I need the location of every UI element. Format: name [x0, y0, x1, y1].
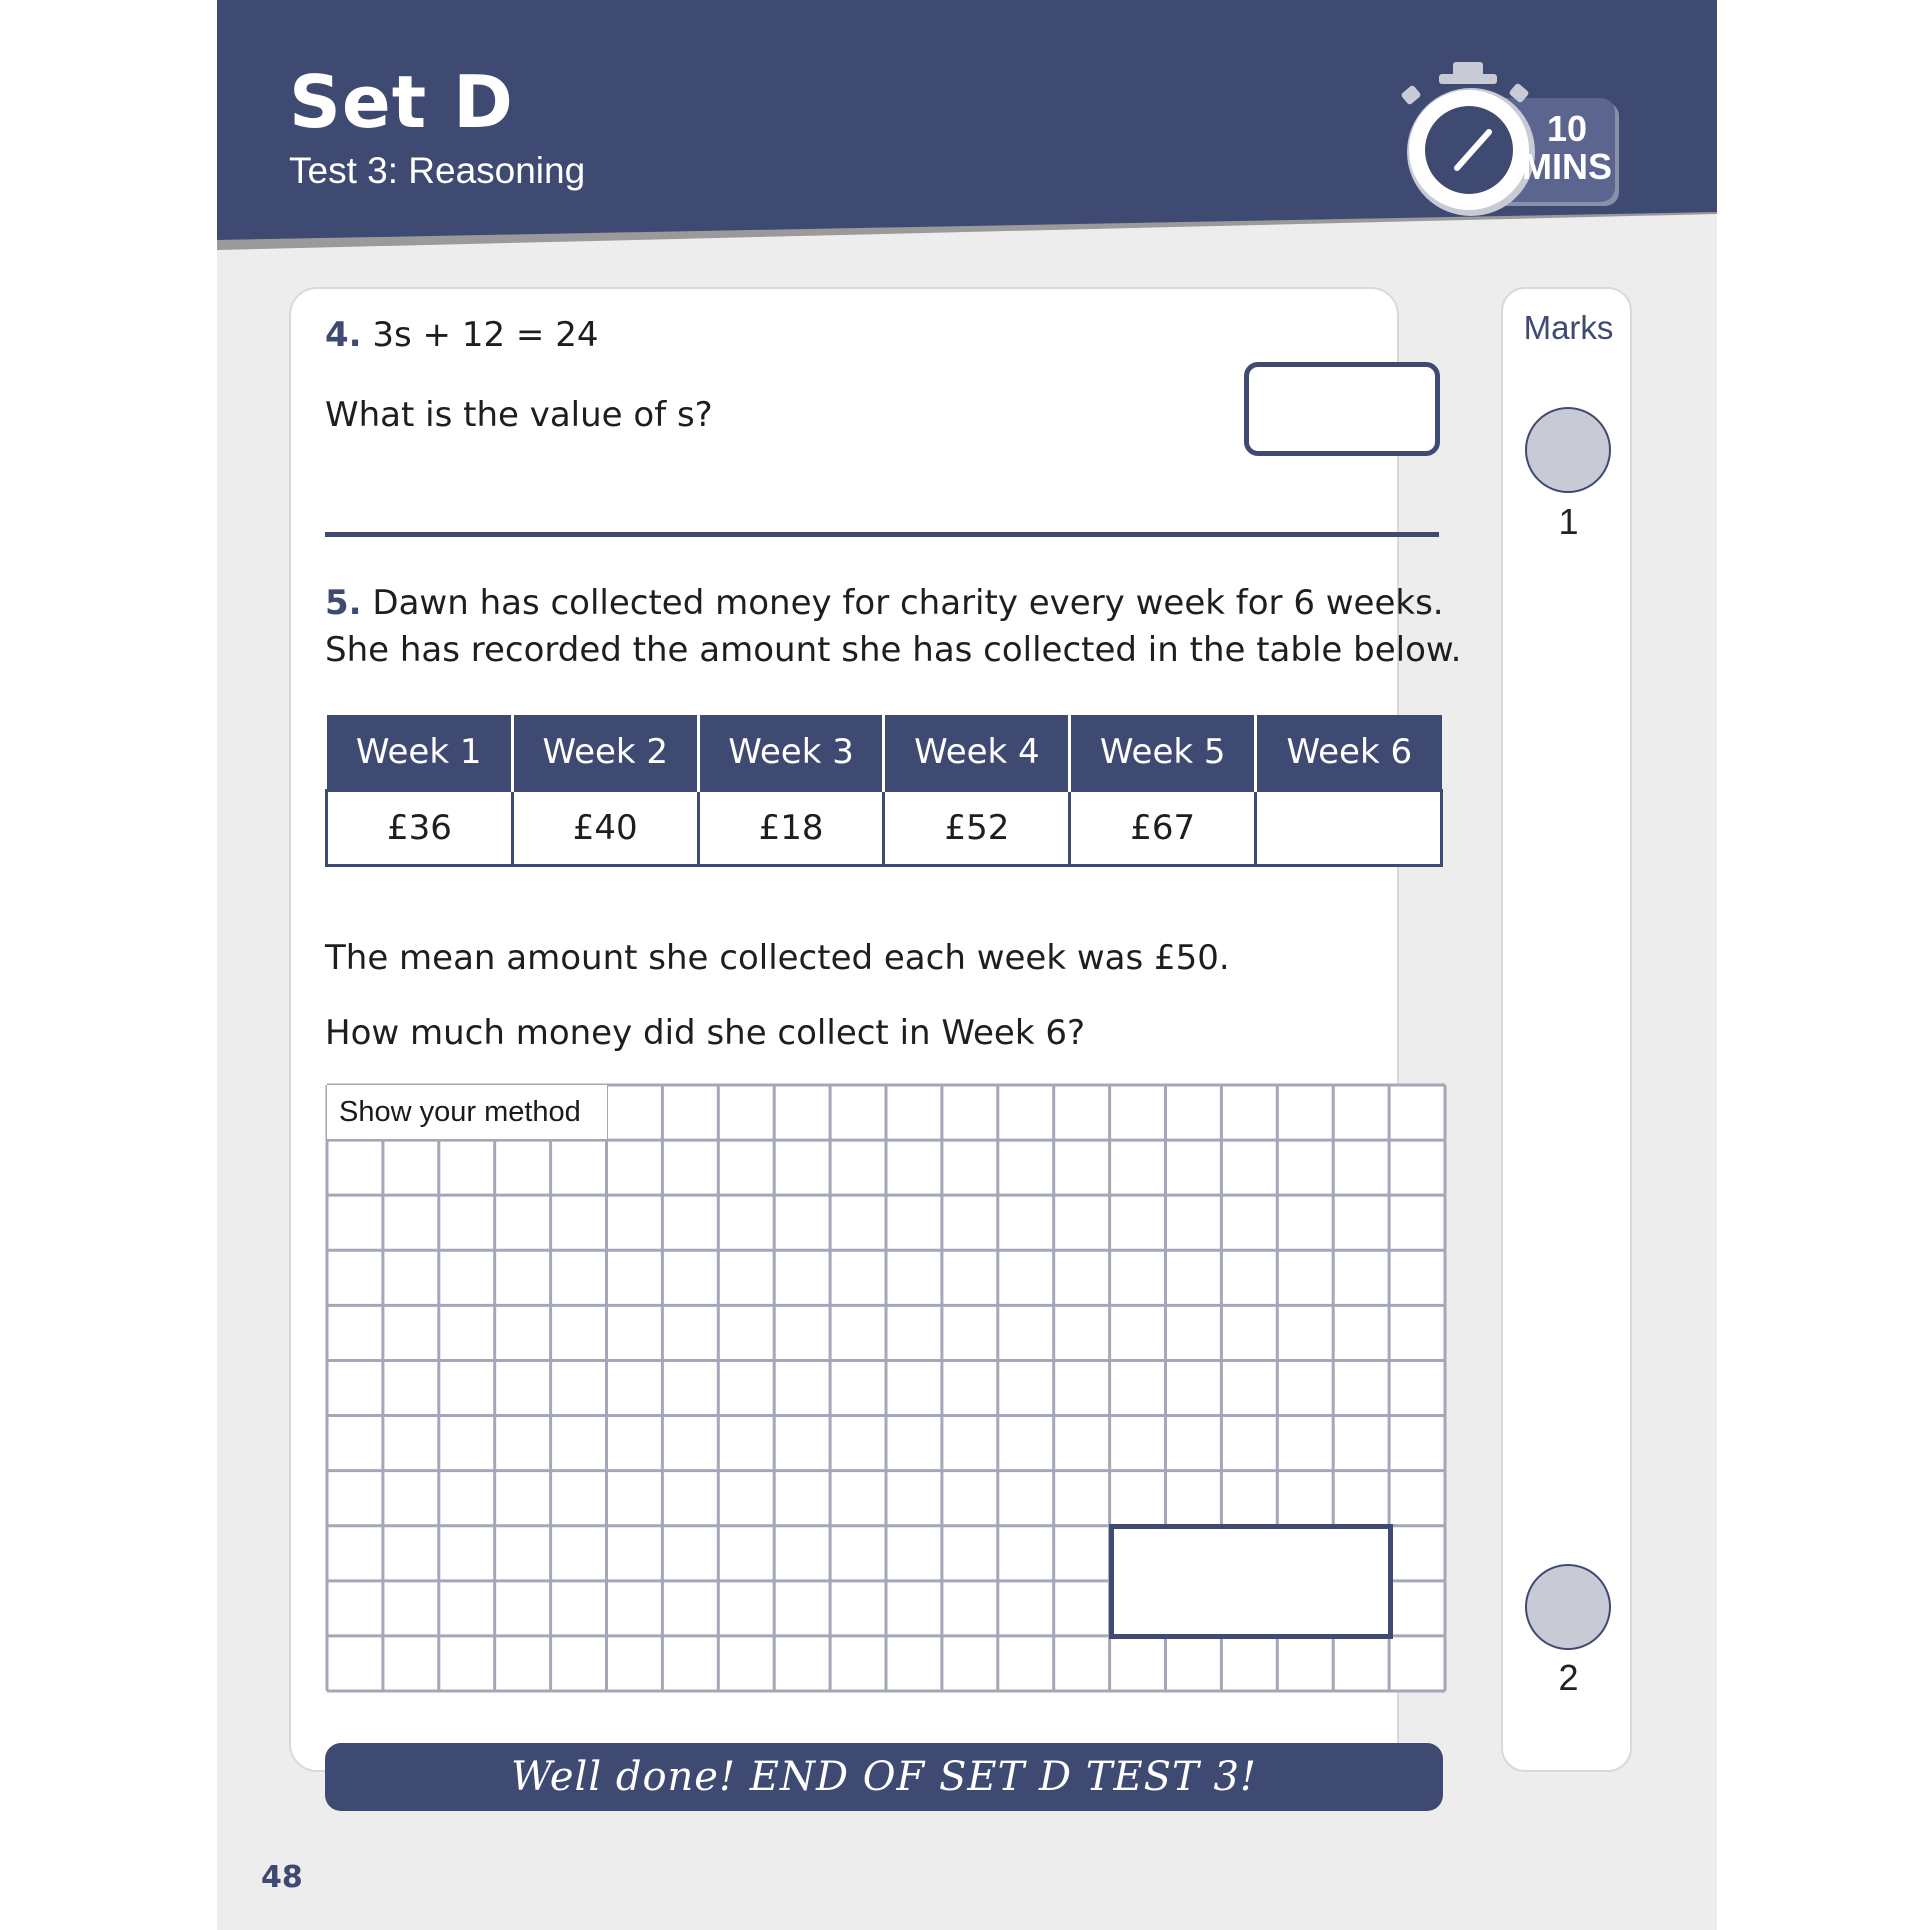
question-5-answer-box[interactable]: [1109, 1524, 1393, 1639]
question-4-prompt: What is the value of s?: [325, 395, 713, 435]
table-header-week-6: Week 6: [1256, 715, 1442, 791]
marks-title: Marks: [1523, 309, 1614, 346]
table-cell-week-6-blank[interactable]: [1256, 791, 1442, 866]
worksheet-page: [217, 0, 1717, 1930]
table-cell-week-5: £67: [1070, 791, 1256, 866]
question-5-intro-text: Dawn has collected money for charity every week for 6 weeks.: [372, 583, 1444, 623]
question-5-intro-line-1: [325, 583, 1444, 623]
marks-column: [1501, 287, 1632, 1772]
table-value-row: [327, 791, 1442, 866]
question-5-mean-statement: The mean amount she collected each week was £50.: [325, 938, 1230, 978]
table-cell-week-3: £18: [698, 791, 884, 866]
mark-value-question-5: 2: [1558, 1657, 1579, 1698]
timer-unit: MINS: [1522, 146, 1612, 187]
question-5-prompt: How much money did she collect in Week 6?: [325, 1013, 1086, 1053]
show-your-method-label: Show your method: [327, 1085, 607, 1139]
mark-circle-question-4[interactable]: [1525, 407, 1611, 493]
table-cell-week-1: £36: [327, 791, 513, 866]
table-header-week-3: Week 3: [698, 715, 884, 791]
question-4-number: 4.: [325, 315, 362, 355]
table-header-row: [327, 715, 1442, 791]
table-header-week-4: Week 4: [884, 715, 1070, 791]
mark-circle-question-5[interactable]: [1525, 1564, 1611, 1650]
timer-number: 10: [1546, 108, 1588, 149]
set-title: Set D: [289, 60, 514, 144]
page-number: 48: [261, 1860, 303, 1895]
question-5-intro-line-2: She has recorded the amount she has collected in the table below.: [325, 630, 1462, 670]
table-header-week-5: Week 5: [1070, 715, 1256, 791]
question-4-equation: [325, 315, 598, 355]
question-4-equation-text: 3s + 12 = 24: [372, 315, 599, 355]
mark-value-question-4: 1: [1558, 501, 1579, 542]
test-subtitle: Test 3: Reasoning: [289, 150, 586, 191]
question-5-number: 5.: [325, 583, 362, 623]
table-cell-week-4: £52: [884, 791, 1070, 866]
end-of-test-banner: Well done! END OF SET D TEST 3!: [325, 1743, 1443, 1811]
table-cell-week-2: £40: [512, 791, 698, 866]
table-header-week-1: Week 1: [327, 715, 513, 791]
table-header-week-2: Week 2: [512, 715, 698, 791]
question-4-answer-box[interactable]: [1244, 362, 1440, 456]
weekly-collection-table: [325, 715, 1443, 867]
timer-label: [1507, 110, 1627, 186]
question-divider: [325, 532, 1439, 537]
